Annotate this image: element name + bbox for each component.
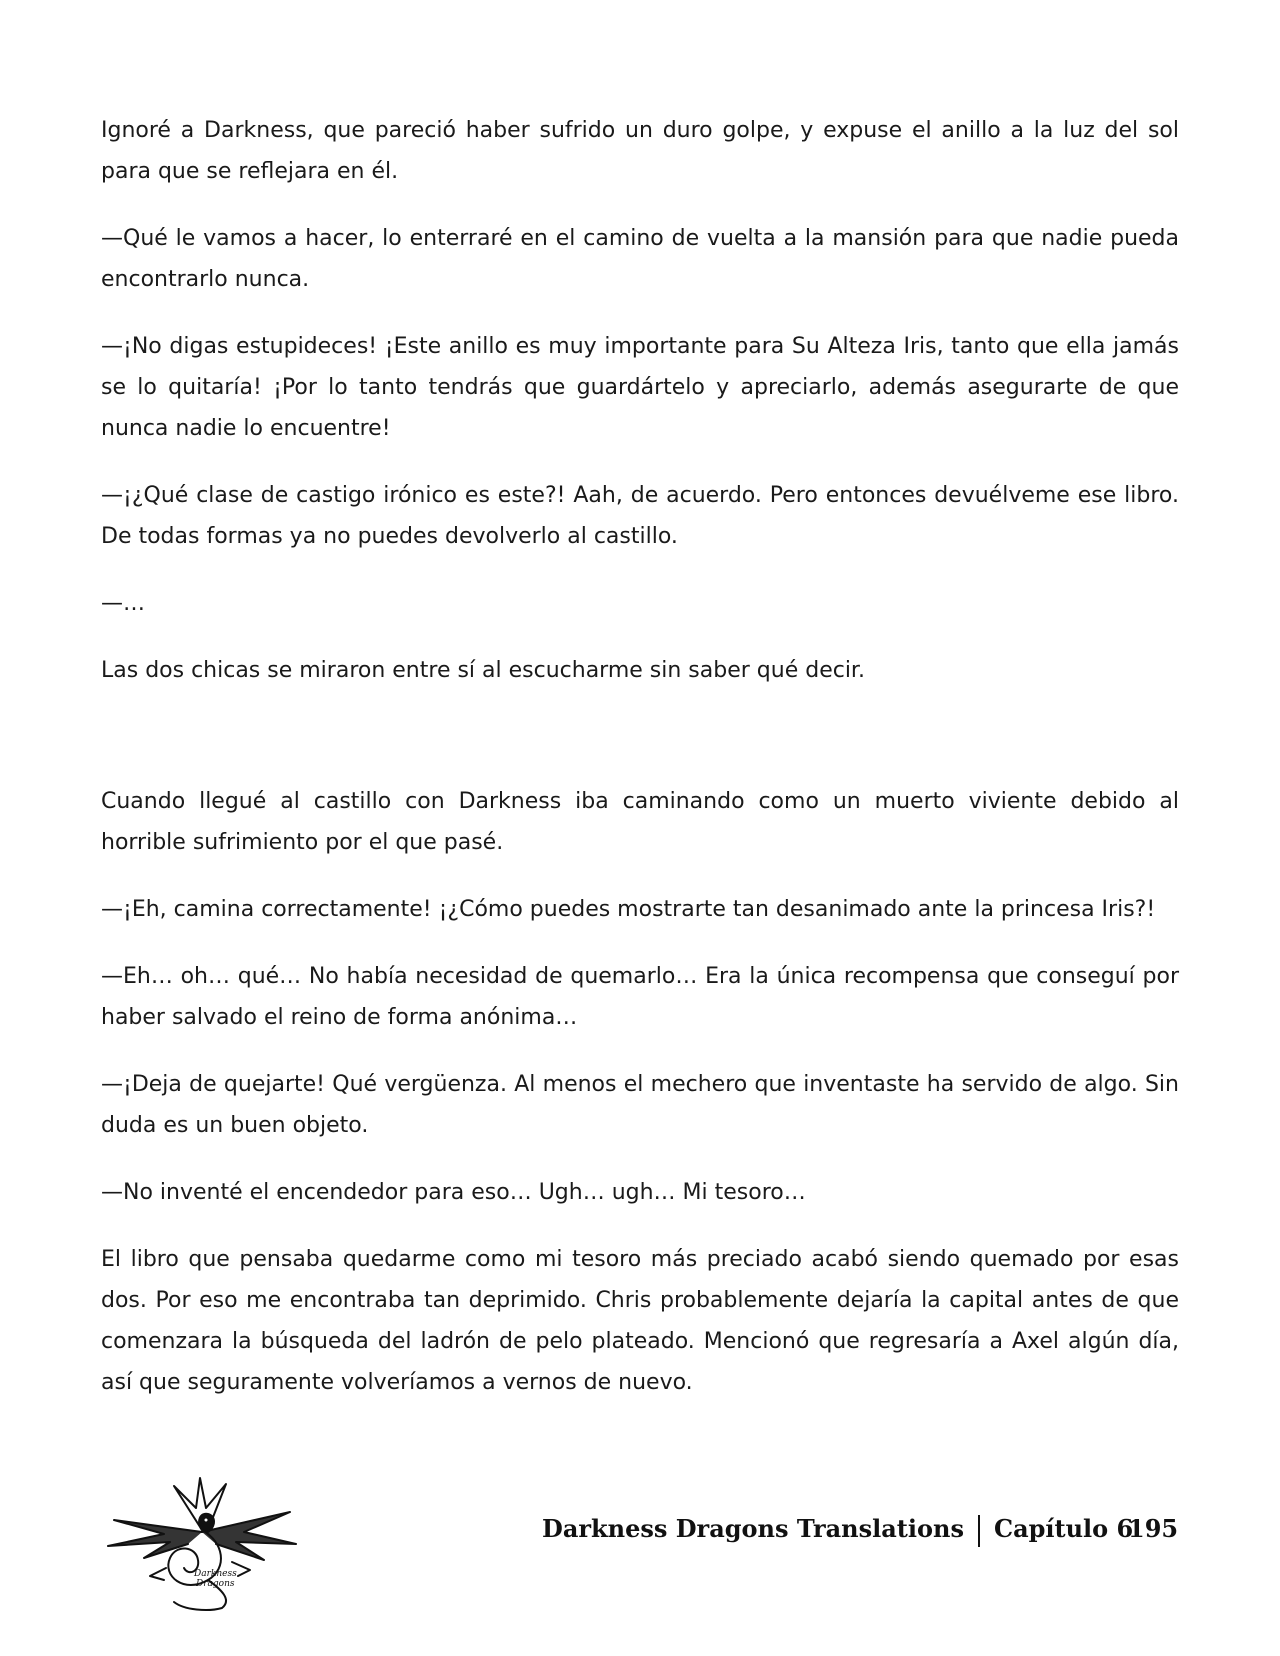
paragraph: —Qué le vamos a hacer, lo enterraré en el camino de vuelta a la mansión para que nadie pueda encontrarlo nunca.	[101, 226, 1179, 292]
paragraph: —…	[101, 591, 145, 616]
paragraph: Las dos chicas se miraron entre sí al escucharme sin saber qué decir.	[101, 658, 865, 683]
paragraph: —¡No digas estupideces! ¡Este anillo es muy importante para Su Alteza Iris, tanto que ella jamás se lo quitaría! ¡Por lo tanto tendrás que guardártelo y apreciarlo, además asegurarte de que nunca nadie lo encuentre!	[101, 334, 1179, 441]
paragraph: —¡Eh, camina correctamente! ¡¿Cómo puedes mostrarte tan desanimado ante la princesa Iris?!	[101, 897, 1156, 922]
paragraph: —No inventé el encendedor para eso… Ugh… ugh… Mi tesoro…	[101, 1180, 806, 1205]
footer-separator	[978, 1515, 980, 1547]
page-footer	[0, 1460, 1280, 1650]
svg-text:Darkness: Darkness	[194, 1569, 237, 1579]
paragraph: Ignoré a Darkness, que pareció haber sufrido un duro golpe, y expuse el anillo a la luz del sol para que se reflejara en él.	[101, 118, 1179, 184]
page-body	[101, 110, 1179, 1429]
dragon-logo-icon	[104, 1472, 300, 1612]
paragraph: —¡Deja de quejarte! Qué vergüenza. Al menos el mechero que inventaste ha servido de algo. Sin duda es un buen objeto.	[101, 1072, 1179, 1138]
section-break	[101, 717, 1179, 781]
svg-text:Dragons: Dragons	[196, 1579, 235, 1589]
page-number: 195	[1128, 1514, 1179, 1543]
footer-title-block	[542, 1514, 1133, 1547]
paragraph: Cuando llegué al castillo con Darkness iba caminando como un muerto viviente debido al horrible sufrimiento por el que pasé.	[101, 789, 1179, 855]
footer-title: Darkness Dragons Translations	[542, 1514, 964, 1543]
paragraph: —¡¿Qué clase de castigo irónico es este?! Aah, de acuerdo. Pero entonces devuélveme ese libro. De todas formas ya no puedes devolverlo al castillo.	[101, 483, 1179, 549]
footer-chapter: Capítulo 6	[993, 1514, 1134, 1543]
paragraph: El libro que pensaba quedarme como mi tesoro más preciado acabó siendo quemado por esas dos. Por eso me encontraba tan deprimido. Chris probablemente dejaría la capital antes de que comenzara la búsqueda del ladrón de pelo plateado. Mencionó que regresaría a Axel algún día, así que seguramente volveríamos a vernos de nuevo.	[101, 1247, 1179, 1395]
paragraph: —Eh… oh… qué… No había necesidad de quemarlo… Era la única recompensa que conseguí por haber salvado el reino de forma anónima…	[101, 964, 1179, 1030]
